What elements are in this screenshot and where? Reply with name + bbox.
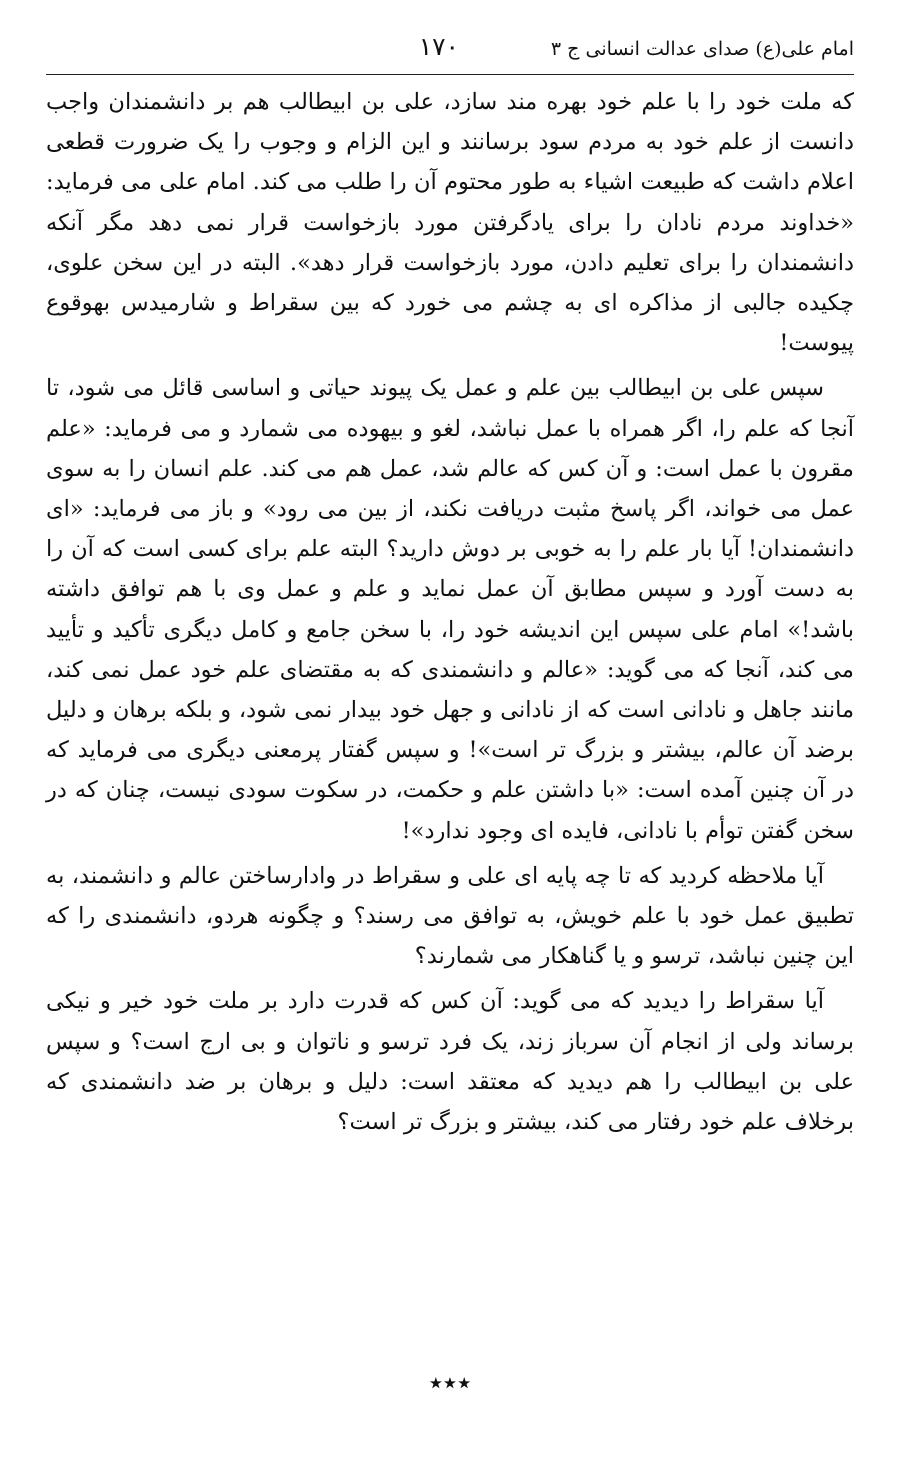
book-title: امام علی(ع) صدای عدالت انسانی ج ٣ xyxy=(550,38,854,60)
page-number: ١٧٠ xyxy=(418,32,459,61)
paragraph-2: سپس علی بن ابیطالب بین علم و عمل یک پیوند حیاتی و اساسی قائل می شود، تا آنجا که علم را، اگر همراه با عمل نباشد، لغو و بیهوده می شمارد و می فرماید: «علم مقرون با عمل است: و آن کس که عالم شد، عمل هم می کند. علم انسان را به سوی عمل می خواند، اگر پاسخ مثبت دریافت نکند، از بین می رود» و باز می فرماید: «ای دانشمندان! آیا بار علم را به خوبی بر دوش دارید؟ البته علم برای کسی است که آن را به دست آورد و سپس مطابق آن عمل نماید و علم و عمل وی با هم توافق داشته باشد!» امام علی سپس این اندیشه خود را، با سخن جامع و کامل دیگری تأکید و تأیید می کند، آنجا که می گوید: «عالم و دانشمندی که به مقتضای علم خود عمل نمی کند، مانند جاهل و نادانی است که از نادانی و جهل خود بیدار نمی شود، و بلکه برهان و دلیل برضد آن عالم، بیشتر و بزرگ تر است»! و سپس گفتار پرمعنی دیگری می فرماید که در آن چنین آمده است: «با داشتن علم و حکمت، در سکوت سودی نیست، چنان که در سخن گفتن توأم با نادانی، فایده ای وجود ندارد»! xyxy=(46,375,854,844)
running-header xyxy=(46,30,854,75)
paragraph-1: که ملت خود را با علم خود بهره مند سازد، علی بن ابیطالب هم بر دانشمندان واجب دانست از علم خود به مردم سود برسانند و این الزام و وجوب را یک ضرورت قطعی اعلام داشت که طبیعت اشیاء به طور محتوم آن را طلب می کند. امام علی می فرماید: «خداوند مردم نادان را برای یادگرفتن مورد بازخواست قرار نمی دهد مگر آنکه دانشمندان را برای تعلیم دادن، مورد بازخواست قرار دهد». البته در این سخن علوی، چکیده جالبی از مذاکره ای به چشم می خورد که بین سقراط و شارمیدس بهوقوع پیوست! xyxy=(46,89,854,357)
paragraph-3: آیا ملاحظه کردید که تا چه پایه ای علی و سقراط در وادارساختن عالم و دانشمند، به تطبیق عمل خود با علم خویش، به توافق می رسند؟ و چگونه هردو، دانشمندی را که این چنین نباشد، ترسو و یا گناهکار می شمارند؟ xyxy=(46,862,854,970)
paragraph-4: آیا سقراط را دیدید که می گوید: آن کس که قدرت دارد بر ملت خود خیر و نیکی برساند ولی از انجام آن سرباز زند، یک فرد ترسو و ناتوان و بی ارج است؟ و سپس علی بن ابیطالب را هم دیدید که معتقد است: دلیل و برهان بر ضد دانشمندی که برخلاف علم خود رفتار می کند، بیشتر و بزرگ تر است؟ xyxy=(46,988,854,1136)
section-separator: ٭٭٭ xyxy=(428,1368,472,1398)
body-text xyxy=(46,82,854,1142)
